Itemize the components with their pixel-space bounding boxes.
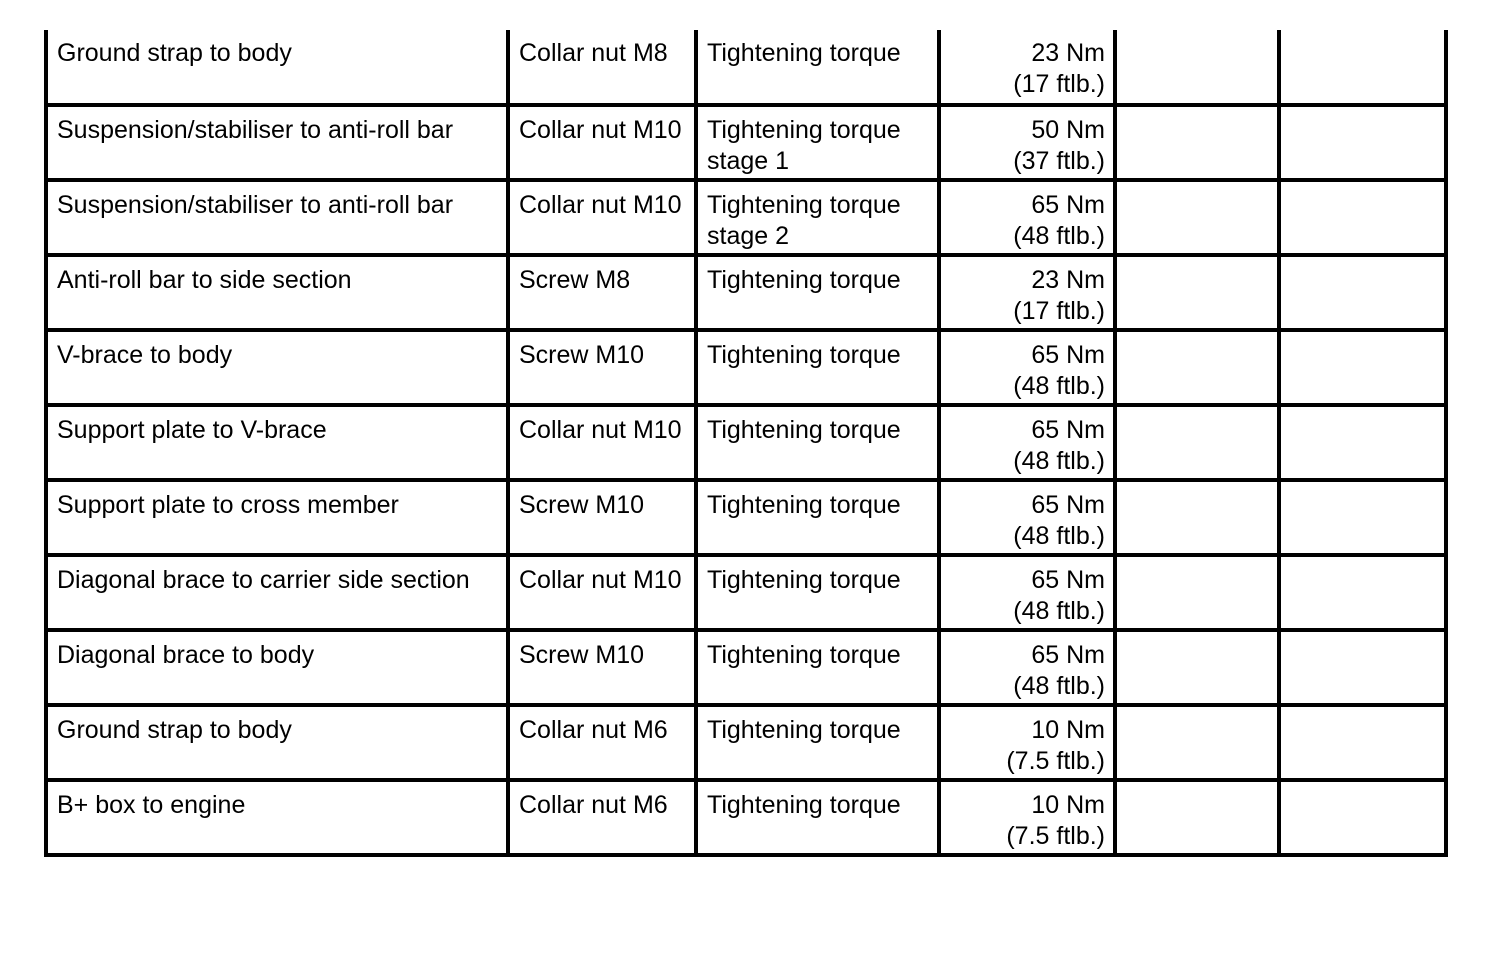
empty-cell bbox=[1279, 330, 1446, 405]
empty-cell bbox=[1279, 405, 1446, 480]
torque-type-cell: Tightening torque bbox=[696, 480, 939, 555]
torque-type-cell: Tightening torque bbox=[696, 30, 939, 105]
torque-value-cell bbox=[939, 480, 1115, 555]
torque-type-cell: Tightening torque bbox=[696, 255, 939, 330]
component-cell: Suspension/stabiliser to anti-roll bar bbox=[46, 105, 508, 180]
fastener-cell: Collar nut M10 bbox=[508, 555, 696, 630]
torque-value-cell bbox=[939, 405, 1115, 480]
component-cell: Suspension/stabiliser to anti-roll bar bbox=[46, 180, 508, 255]
torque-nm: 50 Nm bbox=[1031, 116, 1105, 144]
torque-value-cell bbox=[939, 105, 1115, 180]
torque-nm: 65 Nm bbox=[1031, 641, 1105, 669]
component-cell: Diagonal brace to carrier side section bbox=[46, 555, 508, 630]
torque-ftlb: (17 ftlb.) bbox=[1013, 297, 1105, 325]
torque-value-cell bbox=[939, 180, 1115, 255]
component-cell: Ground strap to body bbox=[46, 30, 508, 105]
torque-nm: 65 Nm bbox=[1031, 566, 1105, 594]
table-row bbox=[46, 330, 1446, 405]
fastener-cell: Collar nut M10 bbox=[508, 105, 696, 180]
fastener-cell: Collar nut M10 bbox=[508, 180, 696, 255]
fastener-cell: Screw M10 bbox=[508, 480, 696, 555]
table-row bbox=[46, 630, 1446, 705]
component-cell: Support plate to V-brace bbox=[46, 405, 508, 480]
torque-nm: 10 Nm bbox=[1031, 791, 1105, 819]
torque-ftlb: (48 ftlb.) bbox=[1013, 597, 1105, 625]
torque-specification-table bbox=[44, 30, 1448, 857]
fastener-cell: Collar nut M8 bbox=[508, 30, 696, 105]
torque-nm: 10 Nm bbox=[1031, 716, 1105, 744]
torque-nm: 65 Nm bbox=[1031, 341, 1105, 369]
table-row bbox=[46, 180, 1446, 255]
component-cell: Anti-roll bar to side section bbox=[46, 255, 508, 330]
torque-value-cell bbox=[939, 255, 1115, 330]
torque-type-cell: Tightening torque bbox=[696, 405, 939, 480]
table-row bbox=[46, 480, 1446, 555]
empty-cell bbox=[1115, 180, 1279, 255]
fastener-cell: Collar nut M6 bbox=[508, 780, 696, 855]
torque-value-cell bbox=[939, 630, 1115, 705]
empty-cell bbox=[1115, 780, 1279, 855]
torque-value-cell bbox=[939, 555, 1115, 630]
empty-cell bbox=[1279, 480, 1446, 555]
table-row bbox=[46, 105, 1446, 180]
torque-value-cell bbox=[939, 330, 1115, 405]
empty-cell bbox=[1279, 705, 1446, 780]
torque-type-cell: Tightening torque bbox=[696, 780, 939, 855]
empty-cell bbox=[1115, 405, 1279, 480]
fastener-cell: Collar nut M6 bbox=[508, 705, 696, 780]
empty-cell bbox=[1115, 705, 1279, 780]
torque-ftlb: (48 ftlb.) bbox=[1013, 522, 1105, 550]
fastener-cell: Screw M10 bbox=[508, 330, 696, 405]
torque-ftlb: (48 ftlb.) bbox=[1013, 222, 1105, 250]
empty-cell bbox=[1115, 30, 1279, 105]
torque-ftlb: (7.5 ftlb.) bbox=[1006, 822, 1105, 850]
empty-cell bbox=[1279, 255, 1446, 330]
empty-cell bbox=[1279, 780, 1446, 855]
torque-nm: 65 Nm bbox=[1031, 416, 1105, 444]
fastener-cell: Collar nut M10 bbox=[508, 405, 696, 480]
component-cell: Support plate to cross member bbox=[46, 480, 508, 555]
torque-value-cell bbox=[939, 780, 1115, 855]
torque-type-cell: Tightening torque stage 2 bbox=[696, 180, 939, 255]
empty-cell bbox=[1115, 330, 1279, 405]
torque-nm: 65 Nm bbox=[1031, 491, 1105, 519]
empty-cell bbox=[1279, 30, 1446, 105]
torque-nm: 65 Nm bbox=[1031, 191, 1105, 219]
table-row bbox=[46, 705, 1446, 780]
table-body bbox=[46, 30, 1446, 855]
table-row bbox=[46, 555, 1446, 630]
torque-ftlb: (48 ftlb.) bbox=[1013, 447, 1105, 475]
table-row bbox=[46, 780, 1446, 855]
empty-cell bbox=[1279, 555, 1446, 630]
torque-ftlb: (48 ftlb.) bbox=[1013, 372, 1105, 400]
torque-type-cell: Tightening torque bbox=[696, 555, 939, 630]
torque-ftlb: (7.5 ftlb.) bbox=[1006, 747, 1105, 775]
table-row bbox=[46, 255, 1446, 330]
empty-cell bbox=[1279, 180, 1446, 255]
torque-ftlb: (48 ftlb.) bbox=[1013, 672, 1105, 700]
empty-cell bbox=[1115, 555, 1279, 630]
empty-cell bbox=[1279, 630, 1446, 705]
empty-cell bbox=[1115, 255, 1279, 330]
empty-cell bbox=[1115, 630, 1279, 705]
torque-type-cell: Tightening torque bbox=[696, 705, 939, 780]
torque-type-cell: Tightening torque stage 1 bbox=[696, 105, 939, 180]
component-cell: Diagonal brace to body bbox=[46, 630, 508, 705]
fastener-cell: Screw M8 bbox=[508, 255, 696, 330]
table-row bbox=[46, 405, 1446, 480]
component-cell: V-brace to body bbox=[46, 330, 508, 405]
torque-nm: 23 Nm bbox=[1031, 39, 1105, 67]
torque-ftlb: (17 ftlb.) bbox=[1013, 70, 1105, 98]
component-cell: B+ box to engine bbox=[46, 780, 508, 855]
fastener-cell: Screw M10 bbox=[508, 630, 696, 705]
torque-type-cell: Tightening torque bbox=[696, 330, 939, 405]
torque-value-cell bbox=[939, 30, 1115, 105]
torque-type-cell: Tightening torque bbox=[696, 630, 939, 705]
component-cell: Ground strap to body bbox=[46, 705, 508, 780]
empty-cell bbox=[1279, 105, 1446, 180]
torque-nm: 23 Nm bbox=[1031, 266, 1105, 294]
empty-cell bbox=[1115, 480, 1279, 555]
torque-value-cell bbox=[939, 705, 1115, 780]
table-row bbox=[46, 30, 1446, 105]
torque-ftlb: (37 ftlb.) bbox=[1013, 147, 1105, 175]
empty-cell bbox=[1115, 105, 1279, 180]
